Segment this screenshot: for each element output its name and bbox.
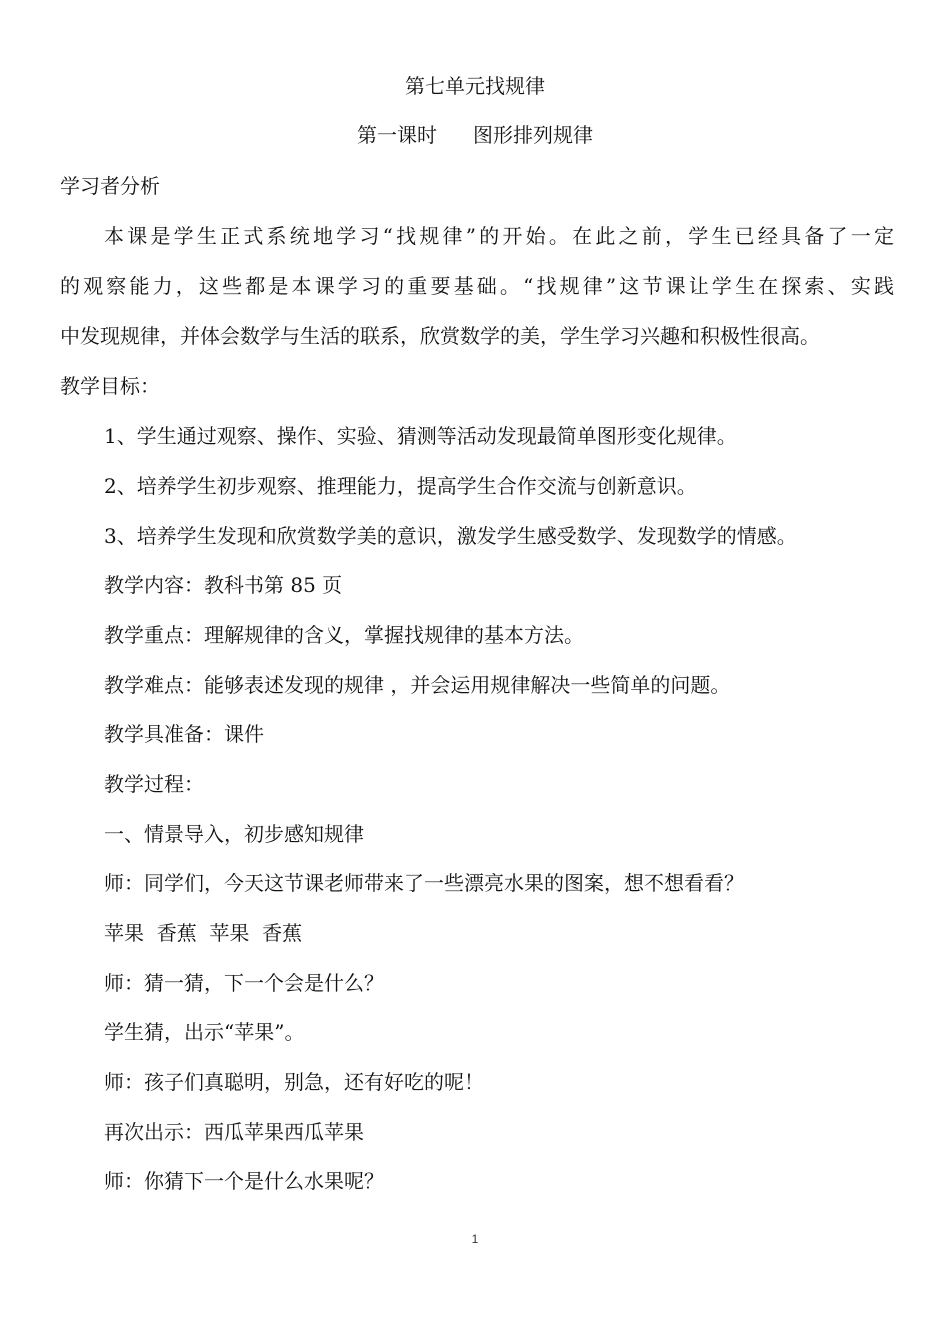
process-line: 再次出示：西瓜苹果西瓜苹果 <box>104 1120 364 1144</box>
teaching-key-point: 教学重点：理解规律的含义，掌握找规律的基本方法。 <box>104 623 584 647</box>
teaching-materials: 教学具准备：课件 <box>104 722 264 746</box>
process-line: 师：孩子们真聪明，别急，还有好吃的呢！ <box>104 1070 484 1094</box>
teaching-difficulty: 教学难点：能够表述发现的规律 ，并会运用规律解决一些简单的问题。 <box>104 673 731 697</box>
lesson-title: 图形排列规律 <box>473 123 593 147</box>
learner-analysis-heading: 学习者分析 <box>60 174 160 198</box>
analysis-paragraph-line: 本课是学生正式系统地学习“找规律”的开始。在此之前，学生已经具备了一定 <box>104 224 894 248</box>
analysis-paragraph-line: 的观察能力，这些都是本课学习的重要基础。“找规律”这节课让学生在探索、实践 <box>60 274 894 298</box>
goal-item: 1、学生通过观察、操作、实验、猜测等活动发现最简单图形变化规律。 <box>104 424 737 448</box>
process-line: 苹果 香蕉 苹果 香蕉 <box>104 921 303 945</box>
goal-item: 2、培养学生初步观察、推理能力，提高学生合作交流与创新意识。 <box>104 474 697 498</box>
lesson-label: 第一课时 <box>357 123 437 147</box>
process-line: 师：同学们，今天这节课老师带来了一些漂亮水果的图案，想不想看看？ <box>104 871 744 895</box>
unit-title: 第七单元找规律 <box>405 74 545 98</box>
process-line: 学生猜，出示“苹果”。 <box>104 1020 305 1044</box>
process-section-title: 一、情景导入，初步感知规律 <box>104 822 364 846</box>
lesson-title-line <box>0 122 950 148</box>
teaching-process-heading: 教学过程： <box>104 772 204 796</box>
goal-item: 3、培养学生发现和欣赏数学美的意识，激发学生感受数学、发现数学的情感。 <box>104 524 797 548</box>
process-line: 师：猜一猜，下一个会是什么？ <box>104 971 384 995</box>
teaching-content: 教学内容：教科书第 85 页 <box>104 573 343 597</box>
teaching-goals-heading: 教学目标： <box>60 374 160 398</box>
analysis-paragraph-line: 中发现规律，并体会数学与生活的联系，欣赏数学的美，学生学习兴趣和积极性很高。 <box>60 324 820 348</box>
process-line: 师：你猜下一个是什么水果呢？ <box>104 1169 384 1193</box>
page-number: 1 <box>471 1232 479 1246</box>
